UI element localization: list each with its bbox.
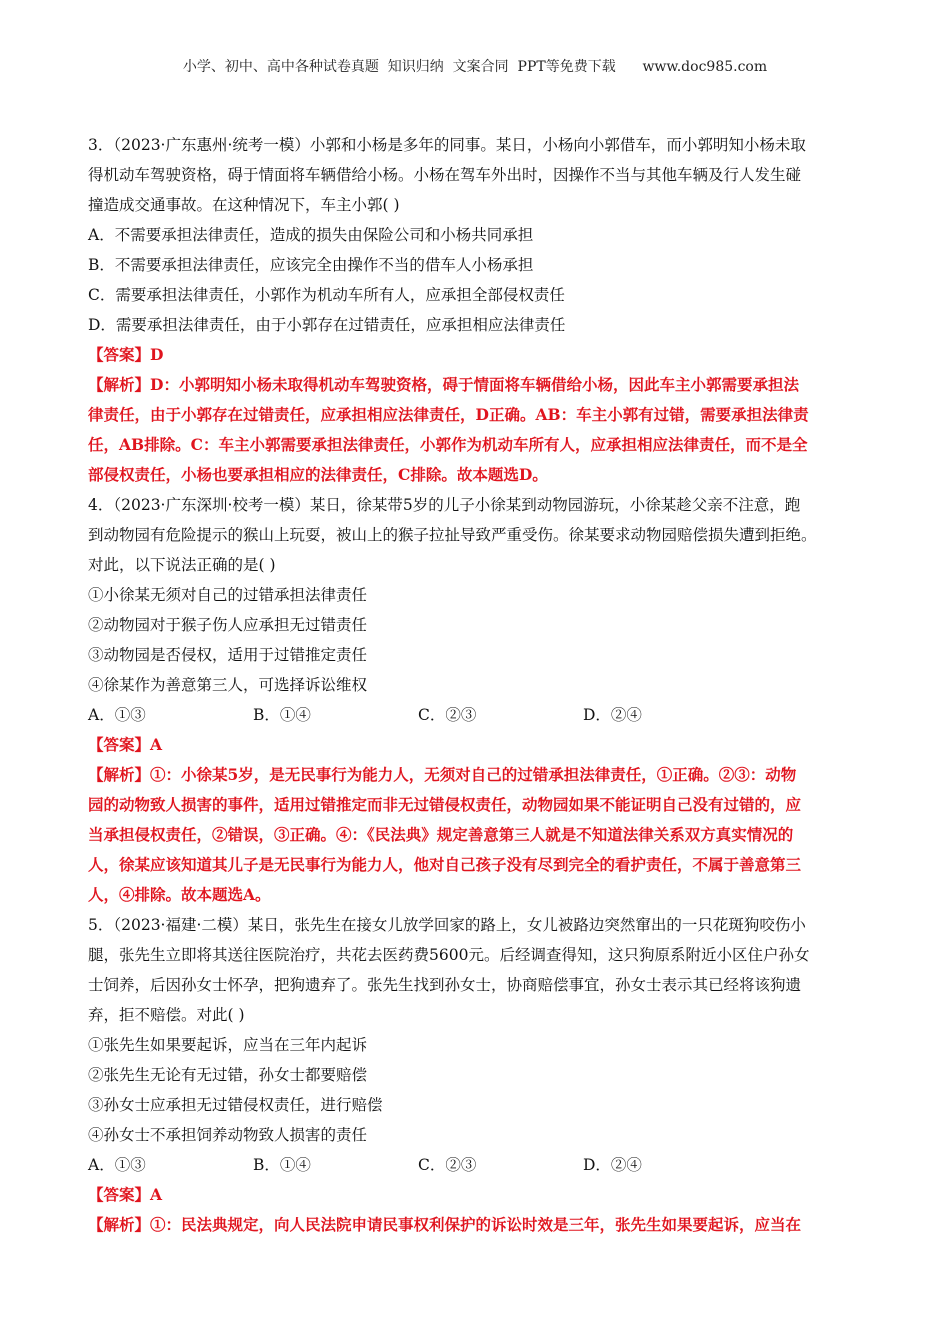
- option-c: C．需要承担法律责任，小郭作为机动车所有人，应承担全部侵权责任: [88, 286, 565, 304]
- question-text-line: 到动物园有危险提示的猴山上玩耍，被山上的猴子拉扯导致严重受伤。徐某要求动物园赔偿损失遭到拒绝。: [88, 526, 817, 544]
- statement-item: ④徐某作为善意第三人，可选择诉讼维权: [88, 676, 368, 694]
- question-5: [88, 910, 868, 1240]
- question-text-line: 士饲养，后因孙女士怀孕，把狗遗弃了。张先生找到孙女士，协商赔偿事宜，孙女士表示其已经将该狗遗: [88, 976, 802, 994]
- choice-c: C．②③: [418, 1156, 477, 1174]
- answer-label: 【答案】A: [88, 1185, 163, 1204]
- analysis-line: 园的动物致人损害的事件，适用过错推定而非无过错侵权责任，动物园如果不能证明自己没有过错的，应: [88, 795, 802, 814]
- analysis-line: 任，AB排除。C：车主小郭需要承担法律责任，小郭作为机动车所有人，应承担相应法律责任，而不是全: [88, 435, 808, 454]
- analysis-line: 人，徐某应该知道其儿子是无民事行为能力人，他对自己孩子没有尽到完全的看护责任，不属于善意第三: [88, 855, 802, 874]
- analysis-line: 当承担侵权责任，②错误，③正确。④：《民法典》规定善意第三人就是不知道法律关系双方真实情况的: [88, 825, 794, 844]
- question-4: [88, 490, 868, 910]
- statement-item: ②动物园对于猴子伤人应承担无过错责任: [88, 616, 368, 634]
- statement-item: ①张先生如果要起诉，应当在三年内起诉: [88, 1036, 368, 1054]
- choice-d: D．②④: [583, 706, 642, 724]
- choice-c: C．②③: [418, 706, 477, 724]
- question-text-line: 腿，张先生立即将其送往医院治疗，共花去医药费5600元。后经调查得知，这只狗原系附近小区住户孙女: [88, 946, 810, 964]
- choice-row: [88, 1150, 868, 1180]
- choice-b: B．①④: [253, 1156, 311, 1174]
- document-content: [88, 130, 868, 1240]
- question-text-line: 4．（2023·广东深圳·校考一模）某日，徐某带5岁的儿子小徐某到动物园游玩，小徐某趁父亲不注意，跑: [88, 496, 801, 514]
- choice-a: A．①③: [88, 1156, 146, 1174]
- choice-b: B．①④: [253, 706, 311, 724]
- option-b: B．不需要承担法律责任，应该完全由操作不当的借车人小杨承担: [88, 256, 534, 274]
- option-a: A．不需要承担法律责任，造成的损失由保险公司和小杨共同承担: [88, 226, 534, 244]
- analysis-line: 【解析】①：小徐某5岁，是无民事行为能力人，无须对自己的过错承担法律责任，①正确。②③：动物: [88, 765, 797, 784]
- analysis-line: 部侵权责任，小杨也要承担相应的法律责任，C排除。故本题选D。: [88, 465, 548, 484]
- question-text-line: 撞造成交通事故。在这种情况下，车主小郭( ): [88, 196, 400, 214]
- question-text-line: 对此，以下说法正确的是( ): [88, 556, 276, 574]
- analysis-line: 【解析】D：小郭明知小杨未取得机动车驾驶资格，碍于情面将车辆借给小杨，因此车主小郭需要承担法: [88, 375, 799, 394]
- choice-d: D．②④: [583, 1156, 642, 1174]
- analysis-line: 律责任，由于小郭存在过错责任，应承担相应法律责任，D正确。AB：车主小郭有过错，需要承担法律责: [88, 405, 809, 424]
- option-d: D．需要承担法律责任，由于小郭存在过错责任，应承担相应法律责任: [88, 316, 566, 334]
- statement-item: ②张先生无论有无过错，孙女士都要赔偿: [88, 1066, 368, 1084]
- question-text-line: 得机动车驾驶资格，碍于情面将车辆借给小杨。小杨在驾车外出时，因操作不当与其他车辆及行人发生碰: [88, 166, 802, 184]
- question-3: [88, 130, 868, 490]
- question-text-line: 3．（2023·广东惠州·统考一模）小郭和小杨是多年的同事。某日，小杨向小郭借车，而小郭明知小杨未取: [88, 136, 806, 154]
- statement-item: ④孙女士不承担饲养动物致人损害的责任: [88, 1126, 368, 1144]
- analysis-line: 人，④排除。故本题选A。: [88, 885, 271, 904]
- statement-item: ③动物园是否侵权，适用于过错推定责任: [88, 646, 368, 664]
- choice-a: A．①③: [88, 706, 146, 724]
- statement-item: ①小徐某无须对自己的过错承担法律责任: [88, 586, 368, 604]
- answer-label: 【答案】A: [88, 735, 163, 754]
- answer-label: 【答案】D: [88, 345, 164, 364]
- analysis-line: 【解析】①：民法典规定，向人民法院申请民事权利保护的诉讼时效是三年，张先生如果要起诉，应当在: [88, 1215, 802, 1234]
- statement-item: ③孙女士应承担无过错侵权责任，进行赔偿: [88, 1096, 383, 1114]
- question-text-line: 弃，拒不赔偿。对此( ): [88, 1006, 245, 1024]
- question-text-line: 5．（2023·福建·二模）某日，张先生在接女儿放学回家的路上，女儿被路边突然窜出的一只花斑狗咬伤小: [88, 916, 806, 934]
- choice-row: [88, 700, 868, 730]
- page-header: 小学、初中、高中各种试卷真题 知识归纳 文案合同 PPT等免费下载 www.doc985.com: [182, 59, 768, 75]
